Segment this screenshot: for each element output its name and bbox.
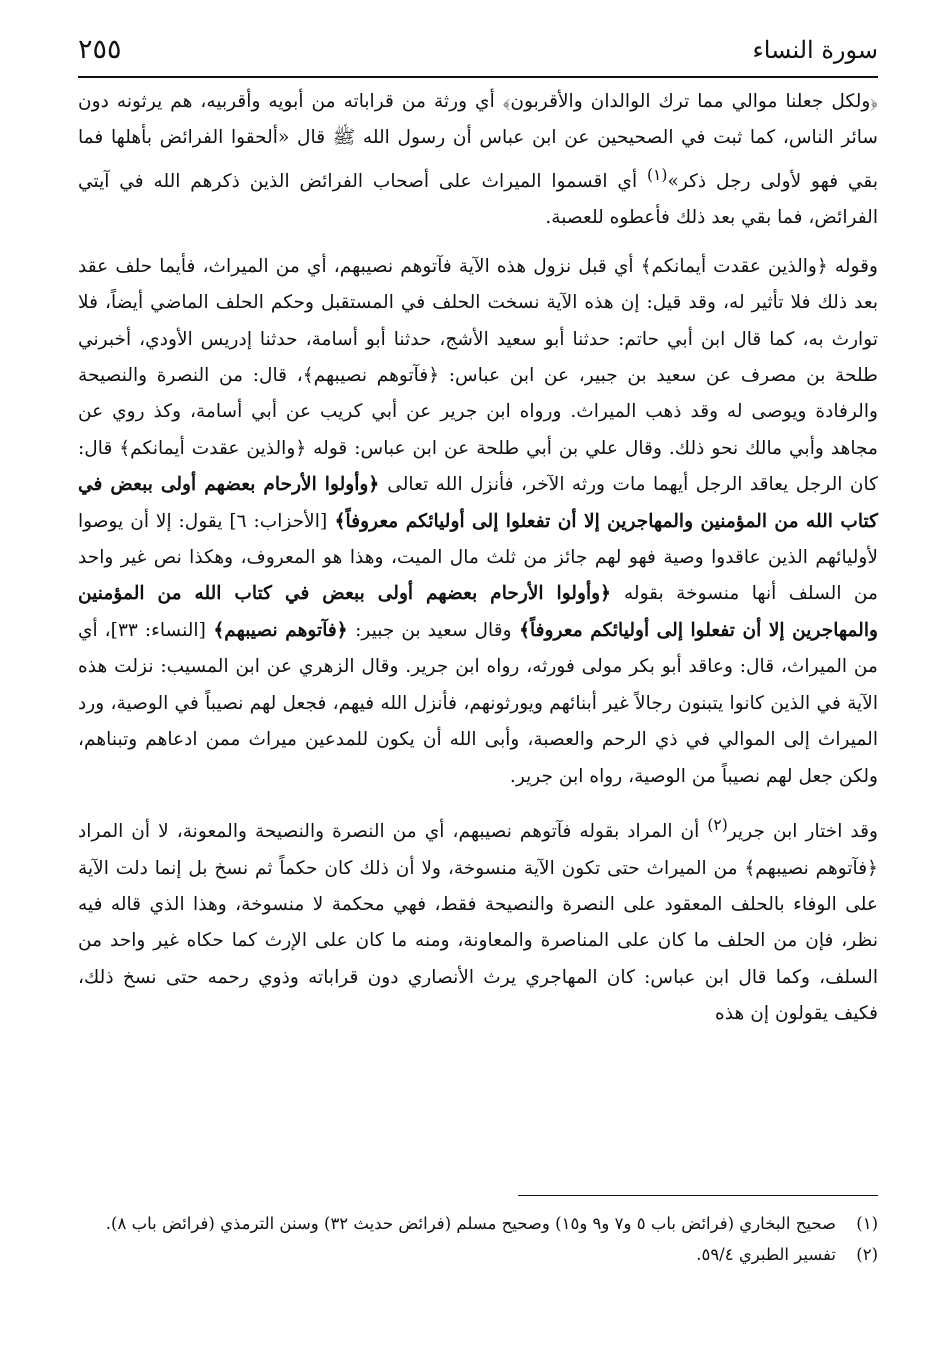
page-number: ٢٥٥ — [78, 34, 122, 65]
footnote-number: (٢) — [856, 1245, 878, 1264]
main-text — [78, 84, 878, 1033]
footnotes — [78, 1210, 878, 1272]
footnote-divider — [518, 1195, 878, 1196]
paragraph-1: ﴿ولكل جعلنا موالي مما ترك الوالدان والأقربون﴾ أي ورثة من قراباته من أبويه وأقربيه، هم يرثونه دون سائر الناس، كما ثبت في الصحيحين عن ابن عباس أن رسول الله ﷺ قال «ألحقوا الفرائض بأهلها فما بقي فهو لأولى رجل ذكر»$^{(١)}$ أي اقسموا الميراث على أصحاب الفرائض الذين ذكرهم الله في آيتي الفرائض، فما بقي بعد ذلك فأعطوه للعصبة. — [78, 91, 878, 229]
footnote-ref-1[interactable]: (١) — [646, 165, 668, 184]
quran-quote: ﴿فآتوهم نصيبهم﴾ — [205, 619, 356, 641]
paragraph-3: وقد اختار ابن جرير$^{(٢)}$ أن المراد بقوله فآتوهم نصيبهم، أي من النصرة والنصيحة والمعونة، لا أن المراد ﴿فآتوهم نصيبهم﴾ من الميراث حتى تكون الآية منسوخة، ولا أن ذلك كان حكماً ثم نسخ بل إنما دلت الآية على الوفاء بالحلف المعقود على النصرة والنصيحة فقط، فهي محكمة لا منسوخة، وهذا الذي قاله فيه نظر، فإن من الحلف ما كان على المناصرة والمعاونة، ومنه ما كان على الإرث كما حكاه غير واحد من السلف، وكما قال ابن عباس: كان المهاجري يرث الأنصاري دون قراباته وذوي رحمه حتى نسخ ذلك، فكيف يقولون إن هذه — [78, 815, 878, 1025]
header-divider — [78, 76, 878, 78]
footnote-number: (١) — [856, 1214, 878, 1233]
paragraph-2: وقوله ﴿والذين عقدت أيمانكم﴾ أي قبل نزول هذه الآية فآتوهم نصيبهم، أي من الميراث، فأيما حلف عقد بعد ذلك فلا تأثير له، وقد قيل: إن هذه الآية نسخت الحلف في المستقبل وحكم الحلف الماضي أيضاً، فلا توارث به، كما قال ابن أبي حاتم: حدثنا أبو سعيد الأشج، حدثنا أبو أسامة، حدثنا إدريس الأودي، أخبرني طلحة بن مصرف عن سعيد بن جبير، عن ابن عباس: ﴿فآتوهم نصيبهم﴾، قال: من النصرة والنصيحة والرفادة ويوصى له وقد ذهب الميراث. ورواه ابن جرير عن أبي كريب عن أبي أسامة، وكذ روي عن مجاهد وأبي مالك نحو ذلك. وقال علي بن أبي طلحة عن ابن عباس: قوله ﴿والذين عقدت أيمانكم﴾ قال: كان الرجل يعاقد الرجل أيهما مات ورثه الآخر، فأنزل الله تعالى ﴿وأولوا الأرحام بعضهم أولى ببعض في كتاب الله من المؤمنين والمهاجرين إلا أن تفعلوا إلى أوليائكم معروفاً﴾ [الأحزاب: ٦] يقول: إلا أن يوصوا لأوليائهم الذين عاقدوا وصية فهو لهم جائز من ثلث مال الميت، وهذا هو المعروف، وهكذا نص غير واحد من السلف أنها منسوخة بقوله ﴿وأولوا الأرحام بعضهم أولى ببعض في كتاب الله من المؤمنين والمهاجرين إلا أن تفعلوا إلى أوليائكم معروفاً﴾ وقال سعيد بن جبير: ﴿فآتوهم نصيبهم﴾ [النساء: ٣٣]، أي من الميراث، قال: وعاقد أبو بكر مولى فورثه، رواه ابن جرير. وقال الزهري عن ابن المسيب: نزلت هذه الآية في الذين كانوا يتبنون رجالاً غير أبنائهم ويورثونهم، فأنزل الله فيهم، فجعل لهم نصيباً في الوصية، ورد الميراث إلى الموالي في ذي الرحم والعصبة، وأبى الله أن يكون للمدعين ميراث ممن ادعاهم وتبناهم، ولكن جعل لهم نصيباً من الوصية، رواه ابن جرير. — [78, 255, 879, 787]
page-header — [78, 34, 878, 74]
footnote-text: صحيح البخاري (فرائض باب ٥ و٧ و٩ و١٥) وصحيح مسلم (فرائض حديث ٣٢) وسنن الترمذي (فرائض باب ٨). — [105, 1214, 836, 1233]
footnote-2 — [78, 1241, 878, 1268]
surah-title: سورة النساء — [752, 36, 878, 64]
quran-quote: ﴿وأولوا الأرحام بعضهم أولى ببعض في كتاب الله من المؤمنين والمهاجرين إلا أن تفعلوا إلى أوليائكم معروفاً﴾ — [78, 474, 878, 532]
quran-quote: ﴿وأولوا الأرحام بعضهم أولى ببعض في كتاب الله من المؤمنين والمهاجرين إلا أن تفعلوا إلى أوليائكم معروفاً﴾ — [78, 583, 878, 641]
footnote-1 — [78, 1210, 878, 1237]
footnote-ref-2[interactable]: (٢) — [707, 815, 728, 834]
footnote-text: تفسير الطبري ٥٩/٤. — [696, 1245, 836, 1264]
